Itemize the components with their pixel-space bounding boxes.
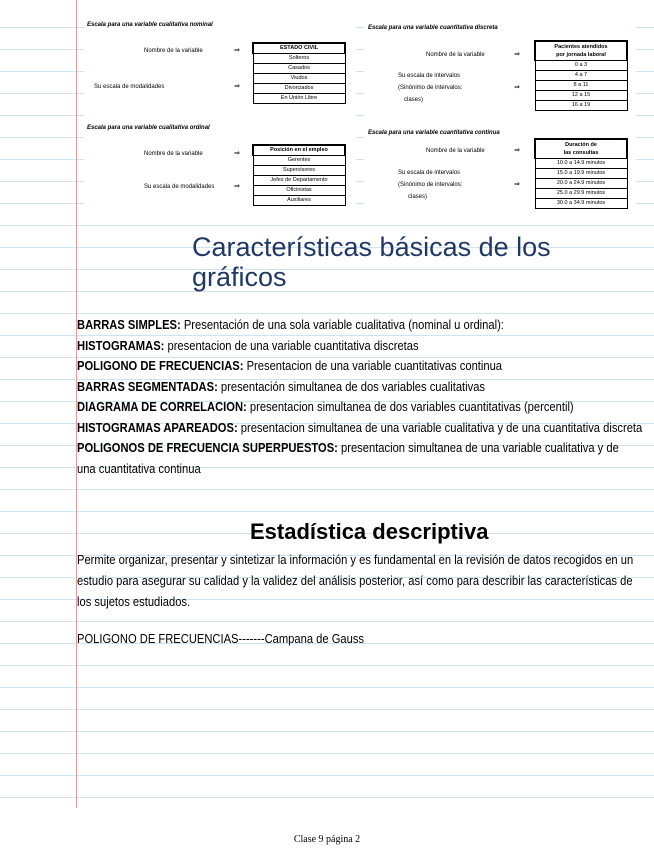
definition-text: Presentación de una sola variable cualitativa (nominal u ordinal): xyxy=(180,317,504,332)
definition-term: HISTOGRAMAS APAREADOS: xyxy=(77,419,238,435)
table-duracion xyxy=(534,138,628,209)
title-discreta: Escala para una variable cuantitativa discreta xyxy=(368,25,498,31)
arrow-icon: ⇒ xyxy=(514,84,520,91)
table-cell: Supervisores xyxy=(253,166,345,176)
definition-item xyxy=(77,418,643,439)
table-cell: 16 a 19 xyxy=(535,101,627,111)
label-nombre-variable-ordinal: Nombre de la variable xyxy=(144,151,203,157)
label-escala-ordinal: Su escala de modalidades xyxy=(144,184,215,190)
definition-term: BARRAS SEGMENTADAS: xyxy=(77,378,218,394)
definition-text: Presentacion de una variable cuantitativas continua xyxy=(243,358,503,373)
table-header: ESTADO CIVIL xyxy=(253,43,345,54)
table-cell: 0 a 3 xyxy=(535,61,627,71)
definition-text: presentacion simultanea de dos variables cuantitativas (percentil) xyxy=(246,399,574,414)
table-cell: Oficinistas xyxy=(253,186,345,196)
header-line-1: Pacientes atendidos xyxy=(554,44,608,50)
definition-item xyxy=(77,397,574,418)
definition-term: BARRAS SIMPLES: xyxy=(77,317,181,332)
label-escala-discreta-2: (Sinónimo de intervalos: xyxy=(398,85,463,91)
arrow-icon: ⇒ xyxy=(234,183,240,190)
label-nombre-variable-continua: Nombre de la variable xyxy=(426,148,485,154)
label-nombre-variable-discreta: Nombre de la variable xyxy=(426,52,485,58)
table-cell: Casados xyxy=(253,64,345,74)
definition-text: presentación simultanea de dos variables cualitativas xyxy=(217,378,486,394)
definition-term: POLIGONO DE FRECUENCIAS: xyxy=(77,358,244,373)
arrow-icon: ⇒ xyxy=(234,83,240,90)
definition-item xyxy=(77,356,550,377)
table-cell: En Unión Libre xyxy=(253,94,345,104)
table-cell: Divorciados xyxy=(253,84,345,94)
definition-term: DIAGRAMA DE CORRELACION: xyxy=(77,399,247,414)
heading-estadistica-descriptiva: Estadística descriptiva xyxy=(250,519,489,544)
table-cell: 12 a 15 xyxy=(535,91,627,101)
label-escala-discreta-3: clases) xyxy=(404,97,424,103)
table-cell: Jefes de Departamento xyxy=(253,176,345,186)
table-cell: 20.0 a 24.9 minutos xyxy=(535,179,627,189)
definition-item xyxy=(77,438,627,479)
arrow-icon: ⇒ xyxy=(234,150,240,157)
table-posicion-empleo xyxy=(252,144,346,206)
arrow-icon: ⇒ xyxy=(234,47,240,54)
definition-term: HISTOGRAMAS: xyxy=(77,337,165,353)
definition-text: presentacion simultanea de una variable cualitativa y de una cuantitativa discreta xyxy=(237,419,643,435)
table-cell: Auxiliares xyxy=(253,196,345,206)
table-cell: Gerentes xyxy=(253,156,345,166)
definition-term: POLIGONOS DE FRECUENCIA SUPERPUESTOS: xyxy=(77,440,338,455)
table-cell: 8 a 11 xyxy=(535,81,627,91)
definition-item xyxy=(77,336,550,357)
arrow-icon: ⇒ xyxy=(514,147,520,154)
table-cell: 4 a 7 xyxy=(535,71,627,81)
definition-text: presentacion de una variable cuantitativa discretas xyxy=(164,337,419,353)
table-header: Posición en el empleo xyxy=(253,145,345,156)
table-cell: 10.0 a 14.9 minutos xyxy=(535,159,627,169)
title-ordinal: Escala para una variable cualitativa ordinal xyxy=(87,125,210,131)
page-footer: Clase 9 página 2 xyxy=(293,834,361,845)
table-cell: Viudos xyxy=(253,74,345,84)
title-nominal: Escala para una variable cualitativa nominal xyxy=(87,22,213,28)
table-estado-civil xyxy=(252,42,346,104)
header-line-2: las consultas xyxy=(563,150,599,156)
label-escala-continua-2: (Sinónimo de intervalos: xyxy=(398,182,463,188)
definition-text: presentacion simultanea de una variable cualitativa y de una cuantitativa continua xyxy=(77,440,619,476)
table-cell: 30.0 a 34.9 minutos xyxy=(535,199,627,209)
table-header xyxy=(535,41,627,61)
panel-cuantitativa xyxy=(364,18,636,224)
description-paragraph: Permite organizar, presentar y sintetizar la información y es fundamental en la revisión de datos recogidos en un estudio para asegurar su calidad y la validez del análisis posterior, así como para describir las características de los sujetos estudiados. xyxy=(77,552,634,609)
arrow-icon: ⇒ xyxy=(514,51,520,58)
header-line-1: Duración de xyxy=(565,142,597,148)
poligono-note: POLIGONO DE FRECUENCIAS-------Campana de Gauss xyxy=(77,631,365,646)
panel-cualitativa xyxy=(84,18,356,224)
table-cell: Solteros xyxy=(253,54,345,64)
title-continua: Escala para una variable cuantitativa continua xyxy=(368,130,500,136)
definition-item xyxy=(77,315,550,336)
label-nombre-variable-nominal: Nombre de la variable xyxy=(144,48,203,54)
label-escala-continua-1: Su escala de intervalos xyxy=(398,170,461,176)
arrow-icon: ⇒ xyxy=(514,181,520,188)
definitions-list xyxy=(77,315,643,479)
section-title: Características básicas de los gráficos xyxy=(192,232,551,292)
table-cell: 15.0 a 19.9 minutos xyxy=(535,169,627,179)
header-line-2: por jornada laboral xyxy=(556,52,606,58)
table-header xyxy=(535,139,627,159)
label-escala-nominal: Su escala de modalidades xyxy=(94,84,165,90)
label-escala-continua-3: clases) xyxy=(408,194,428,200)
table-cell: 25.0 a 29.9 minutos xyxy=(535,189,627,199)
definition-item xyxy=(77,377,550,398)
label-escala-discreta-1: Su escala de intervalos xyxy=(398,73,461,79)
table-pacientes xyxy=(534,40,628,111)
